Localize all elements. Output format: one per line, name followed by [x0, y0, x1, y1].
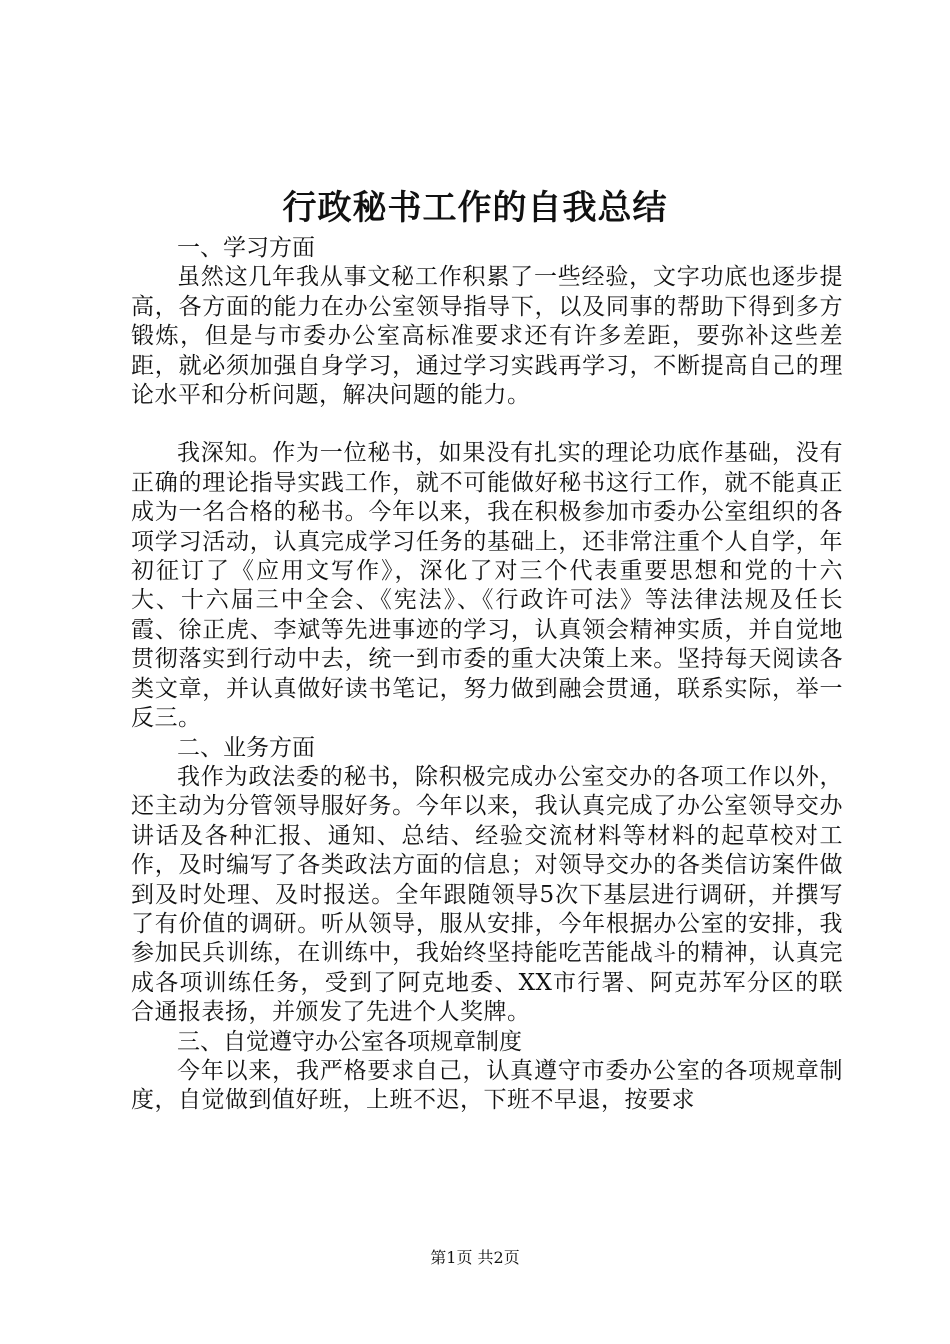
paragraph-business-1: 我作为政法委的秘书，除积极完成办公室交办的各项工作以外，还主动为分管领导服好务。今年以来，我认真完成了办公室领导交办讲话及各种汇报、通知、总结、经验交流材料等材料的起草校对工作，及时编写了各类政法方面的信息；对领导交办的各类信访案件做到及时处理、及时报送。全年跟随领导5次下基层进行调研，并撰写了有价值的调研。听从领导，服从安排，今年根据办公室的安排，我参加民兵训练，在训练中，我始终坚持能吃苦能战斗的精神，认真完成各项训练任务，受到了阿克地委、XX市行署、阿克苏军分区的联合通报表扬，并颁发了先进个人奖牌。: [131, 763, 843, 1026]
section-heading-study: 一、学习方面: [177, 235, 315, 261]
section-heading-business: 二、业务方面: [177, 734, 315, 761]
paragraph-study-1: 虽然这几年我从事文秘工作积累了一些经验，文字功底也逐步提高，各方面的能力在办公室领导指导下，以及同事的帮助下得到多方锻炼，但是与市委办公室高标准要求还有许多差距，要弥补这些差距，就必须加强自身学习，通过学习实践再学习，不断提高自己的理论水平和分析问题，解决问题的能力。: [131, 264, 843, 409]
document-title: 行政秘书工作的自我总结: [282, 188, 668, 228]
section-heading-rules: 三、自觉遵守办公室各项规章制度: [177, 1028, 522, 1055]
page-footer: 第1页 共2页: [430, 1248, 520, 1267]
document-body: [131, 234, 843, 1116]
paragraph-gap: [131, 410, 843, 439]
paragraph-study-2: 我深知。作为一位秘书，如果没有扎实的理论功底作基础，没有正确的理论指导实践工作，就不可能做好秘书这行工作，就不能真正成为一名合格的秘书。今年以来，我在积极参加市委办公室组织的各项学习活动，认真完成学习任务的基础上，还非常注重个人自学，年初征订了《应用文写作》，深化了对三个代表重要思想和党的十六大、十六届三中全会、《宪法》、《行政许可法》等法律法规及任长霞、徐正虎、李斌等先进事迹的学习，认真领会精神实质，并自觉地贯彻落实到行动中去，统一到市委的重大决策上来。坚持每天阅读各类文章，并认真做好读书笔记，努力做到融会贯通，联系实际，举一反三。: [131, 440, 843, 732]
paragraph-rules-1: 今年以来，我严格要求自己，认真遵守市委办公室的各项规章制度，自觉做到值好班，上班不迟，下班不早退，按要求: [131, 1057, 843, 1114]
